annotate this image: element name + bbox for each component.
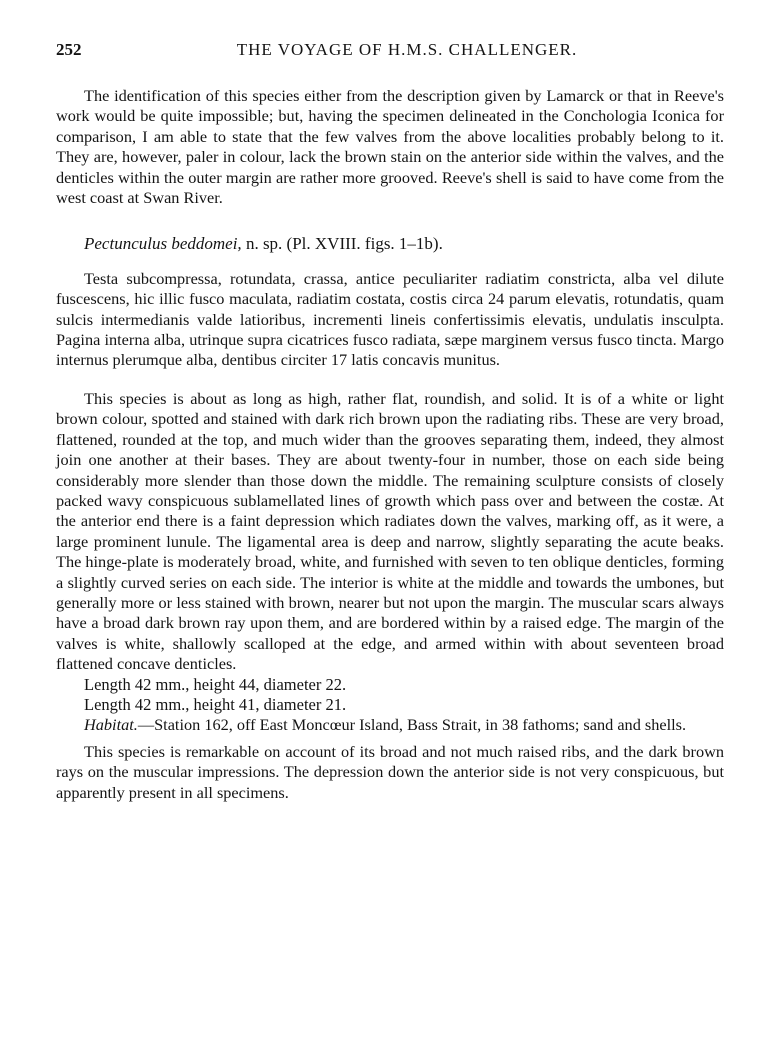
- measurement-line-1: Length 42 mm., height 44, diameter 22.: [84, 674, 347, 694]
- species-description: This species is about as long as high, rather flat, roundish, and solid. It is of a white or light brown colour, spotted and stained with dark rich brown upon the radiating ribs. These are very broad, flattened, rounded at the top, and much wider than the grooves separating them, indeed, they almost join one another at their bases. They are about twenty-four in number, those on each side being considerably more slender than those down the middle. The remaining sculpture consists of closely packed wavy conspicuous sublamellated lines of growth which pass over and between the costæ. At the anterior end there is a faint depression which radiates down the valves, marking off, as it were, a large prominent lunule. The ligamental area is deep and narrow, slightly separating the acute beaks. The hinge-plate is moderately broad, white, and furnished with seven to ten oblique denticles, forming a slightly curved series on each side. The interior is white at the middle and towards the umbones, but generally more or less stained with brown, nearer but not upon the margin. The muscular scars always have a broad dark brown ray upon them, and are bordered within by a raised edge. The margin of the valves is white, shallowly scalloped at the edge, and armed within with about seventeen broad flattened concave denticles.: [56, 388, 724, 674]
- measurement-line-2: Length 42 mm., height 41, diameter 21.: [84, 694, 347, 714]
- page-number: 252: [56, 40, 82, 59]
- habitat-label: Habitat.: [84, 715, 138, 735]
- page-header: [56, 40, 728, 64]
- species-name: Pectunculus beddomei,: [84, 234, 242, 254]
- remarks-paragraph: This species is remarkable on account of its broad and not much raised ribs, and the dark brown rays on the muscular impressions. The depression down the anterior side is not very conspicuous, but apparently present in all specimens.: [56, 741, 724, 802]
- species-suffix: n. sp. (Pl. XVIII. figs. 1–1b).: [241, 234, 443, 254]
- identification-paragraph: The identification of this species either from the description given by Lamarck or that in Reeve's work would be quite impossible; but, having the specimen delineated in the Conchologia Iconica for comparison, I am able to state that the few valves from the above localities probably belong to it. They are, however, paler in colour, lack the brown stain on the anterior side within the valves, and the denticles within the outer margin are rather more grooved. Reeve's shell is said to have come from the west coast at Swan River.: [56, 86, 724, 208]
- page-body: [56, 86, 724, 803]
- running-head: THE VOYAGE OF H.M.S. CHALLENGER.: [236, 40, 578, 59]
- habitat-paragraph: [56, 715, 724, 735]
- latin-diagnosis: Testa subcompressa, rotundata, crassa, antice peculiariter radiatim constricta, alba vel dilute fuscescens, hic illic fusco maculata, radiatim costata, costis circa 24 parum elevatis, rotundatis, quam sulcis intermedianis valde latioribus, incrementi lineis confertissimis elevatis, undulatis insculpta. Pagina interna alba, utrinque supra cicatrices fusco radiata, sæpe marginem versus fusco tincta. Margo internus plerumque alba, dentibus circiter 17 latis concavis munitus.: [56, 268, 724, 370]
- species-heading: [56, 234, 724, 254]
- habitat-text: —Station 162, off East Moncœur Island, Bass Strait, in 38 fathoms; sand and shells.: [137, 715, 687, 735]
